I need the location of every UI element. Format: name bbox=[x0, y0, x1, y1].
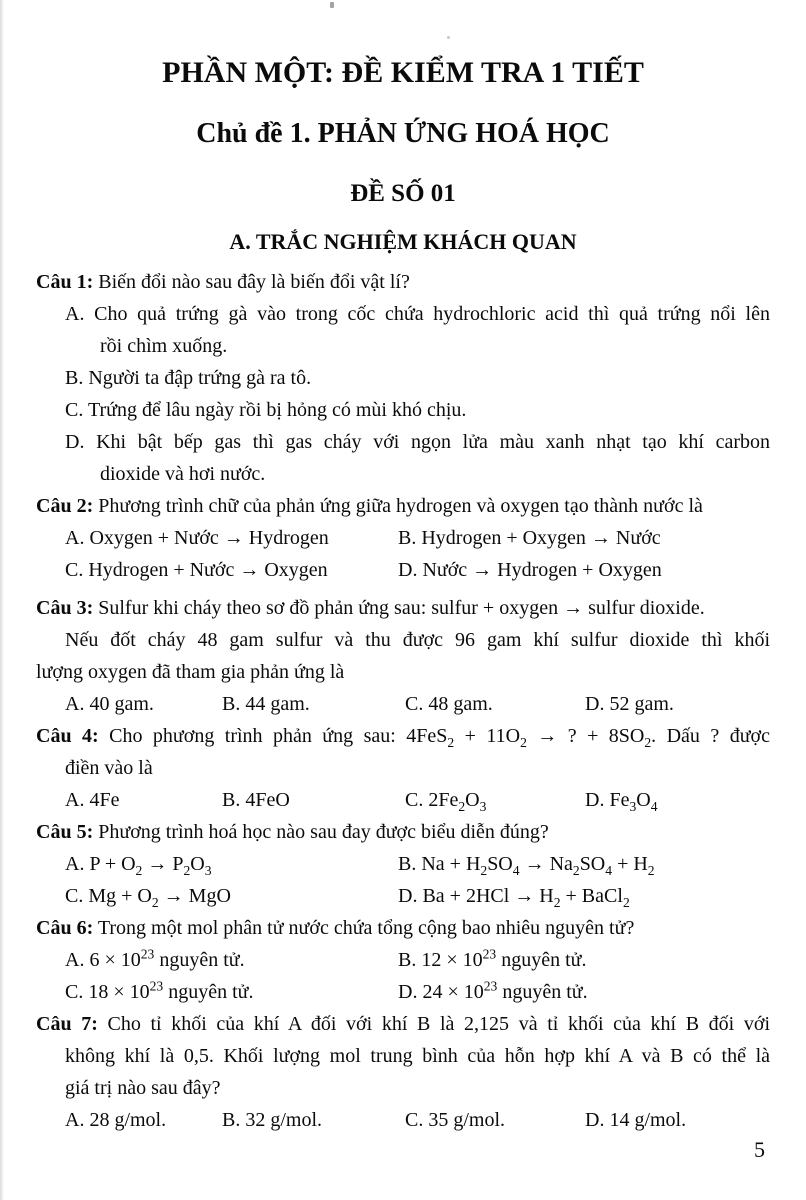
question-5-stem bbox=[36, 816, 770, 848]
question-1-option-d-line-1: D. Khi bật bếp gas thì gas cháy với ngọn lửa màu xanh nhạt tạo khí carbon bbox=[65, 431, 770, 453]
page-number: 5 bbox=[754, 1137, 765, 1162]
question-6-stem bbox=[36, 912, 770, 944]
question-2-option-a: A. Oxygen + Nước → Hydrogen bbox=[65, 527, 329, 549]
question-1-option-a-line-1: A. Cho quả trứng gà vào trong cốc chứa hydrochloric acid thì quả trứng nổi lên bbox=[65, 303, 770, 325]
question-2-option-d: D. Nước → Hydrogen + Oxygen bbox=[398, 559, 662, 581]
question-7-label: Câu 7: bbox=[36, 1013, 98, 1035]
question-7-option-a: A. 28 g/mol. bbox=[65, 1109, 167, 1131]
question-6-options-row-1 bbox=[36, 944, 770, 976]
question-5-option-b: B. $Na + H_2SO_4 \to Na_2SO_4 + H_2$ bbox=[398, 853, 655, 878]
question-6-option-d: D. $24 \times 10^{23}$ nguyên tử. bbox=[398, 978, 588, 1003]
question-5-option-d: D. $Ba + 2HCl \to H_2$ + BaCl$_2$ bbox=[398, 885, 630, 910]
question-1-option-a-line-2: rồi chìm xuống. bbox=[100, 335, 228, 357]
question-4-option-c: C. $2Fe_2O_3$ bbox=[405, 789, 487, 814]
question-1-option-c: C. Trứng để lâu ngày rồi bị hỏng có mùi khó chịu. bbox=[65, 399, 467, 421]
question-3-continuation-line-2: lượng oxygen đã tham gia phản ứng là bbox=[36, 661, 345, 683]
question-4-option-b: B. 4FeO bbox=[222, 789, 290, 811]
question-4-option-a: A. 4Fe bbox=[65, 789, 120, 811]
question-2-stem-text: Phương trình chữ của phản ứng giữa hydrogen và oxygen tạo thành nước là bbox=[98, 495, 703, 517]
question-4-label: Câu 4: bbox=[36, 725, 99, 747]
question-2-options-row-2 bbox=[36, 554, 770, 586]
question-6-stem-text: Trong một mol phân tử nước chứa tổng cộng bao nhiêu nguyên tử? bbox=[97, 917, 635, 939]
question-5-option-c: C. $Mg + O_2$ → MgO bbox=[65, 885, 231, 910]
question-1-option-b: B. Người ta đập trứng gà ra tô. bbox=[65, 367, 312, 389]
question-5-stem-text: Phương trình hoá học nào sau đay được biểu diễn đúng? bbox=[98, 821, 549, 843]
exam-number-title: ĐỀ SỐ 01 bbox=[350, 180, 456, 207]
question-2-option-c: C. Hydrogen + Nước → Oxygen bbox=[65, 559, 328, 581]
scan-artifact bbox=[330, 2, 334, 8]
question-6-option-c: C. $18 \times 10^{23}$ nguyên tử. bbox=[65, 978, 254, 1003]
question-2-options-row-1 bbox=[36, 522, 770, 554]
scan-edge-shadow bbox=[0, 0, 4, 1200]
part-title: PHẦN MỘT: ĐỀ KIỂM TRA 1 TIẾT bbox=[162, 56, 644, 89]
question-3 bbox=[36, 592, 770, 720]
question-3-stem bbox=[36, 592, 770, 624]
question-6-option-a: A. $6 \times 10^{23}$ nguyên tử. bbox=[65, 946, 245, 971]
question-7 bbox=[36, 1008, 770, 1136]
question-4 bbox=[36, 720, 770, 816]
question-4-stem-line-2: điền vào là bbox=[65, 757, 153, 779]
question-3-stem-text: Sulfur khi cháy theo sơ đồ phản ứng sau: sulfur + oxygen → sulfur dioxide. bbox=[98, 597, 705, 619]
question-4-stem-line-1 bbox=[36, 720, 770, 752]
question-3-label: Câu 3: bbox=[36, 597, 94, 619]
question-3-continuation-line-1: Nếu đốt cháy 48 gam sulfur và thu được 96 gam khí sulfur dioxide thì khối bbox=[65, 629, 770, 651]
question-3-option-c: C. 48 gam. bbox=[405, 693, 493, 715]
question-6-options-row-2 bbox=[36, 976, 770, 1008]
section-title: A. TRẮC NGHIỆM KHÁCH QUAN bbox=[229, 229, 577, 254]
question-2-label: Câu 2: bbox=[36, 495, 94, 517]
topic-title: Chủ đề 1. PHẢN ỨNG HOÁ HỌC bbox=[196, 118, 610, 149]
question-7-option-b: B. 32 g/mol. bbox=[222, 1109, 323, 1131]
question-3-options-row bbox=[36, 688, 770, 720]
question-1-option-d-line-2: dioxide và hơi nước. bbox=[100, 463, 266, 485]
question-3-option-b: B. 44 gam. bbox=[222, 693, 310, 715]
question-6-option-b: B. $12 \times 10^{23}$ nguyên tử. bbox=[398, 946, 587, 971]
question-1 bbox=[36, 266, 770, 490]
question-5-option-a: A. $P + O_2 \to P_2O_3$ bbox=[65, 853, 212, 878]
question-7-option-d: D. 14 g/mol. bbox=[585, 1109, 687, 1131]
scan-artifact bbox=[447, 36, 450, 39]
question-1-stem-text: Biến đổi nào sau đây là biến đổi vật lí? bbox=[98, 271, 410, 293]
question-5 bbox=[36, 816, 770, 912]
question-7-stem-line-2: không khí là 0,5. Khối lượng mol trung bình của hỗn hợp khí A và B có thể là bbox=[65, 1045, 770, 1067]
question-4-option-d: D. $Fe_3O_4$ bbox=[585, 789, 658, 814]
question-1-label: Câu 1: bbox=[36, 271, 94, 293]
question-7-stem-text: Cho tỉ khối của khí A đối với khí B là 2,125 và tỉ khối của khí B đối với bbox=[107, 1013, 771, 1035]
question-5-options-row-2 bbox=[36, 880, 770, 912]
question-2-stem bbox=[36, 490, 770, 522]
question-3-option-a: A. 40 gam. bbox=[65, 693, 154, 715]
question-4-stem-text: Cho phương trình phản ứng sau: $4FeS_2 + 11O_2$ → ? + $8SO_2$. Dấu ? được bbox=[109, 725, 770, 750]
question-2 bbox=[36, 490, 770, 586]
question-5-label: Câu 5: bbox=[36, 821, 94, 843]
question-7-stem-line-1 bbox=[36, 1008, 770, 1040]
question-2-option-b: B. Hydrogen + Oxygen → Nước bbox=[398, 527, 661, 549]
question-3-option-d: D. 52 gam. bbox=[585, 693, 674, 715]
question-5-options-row-1 bbox=[36, 848, 770, 880]
question-6 bbox=[36, 912, 770, 1008]
question-1-stem bbox=[36, 266, 770, 298]
question-6-label: Câu 6: bbox=[36, 917, 94, 939]
question-7-stem-line-3: giá trị nào sau đây? bbox=[65, 1077, 221, 1099]
question-7-options-row bbox=[36, 1104, 770, 1136]
question-7-option-c: C. 35 g/mol. bbox=[405, 1109, 506, 1131]
question-4-options-row bbox=[36, 784, 770, 816]
